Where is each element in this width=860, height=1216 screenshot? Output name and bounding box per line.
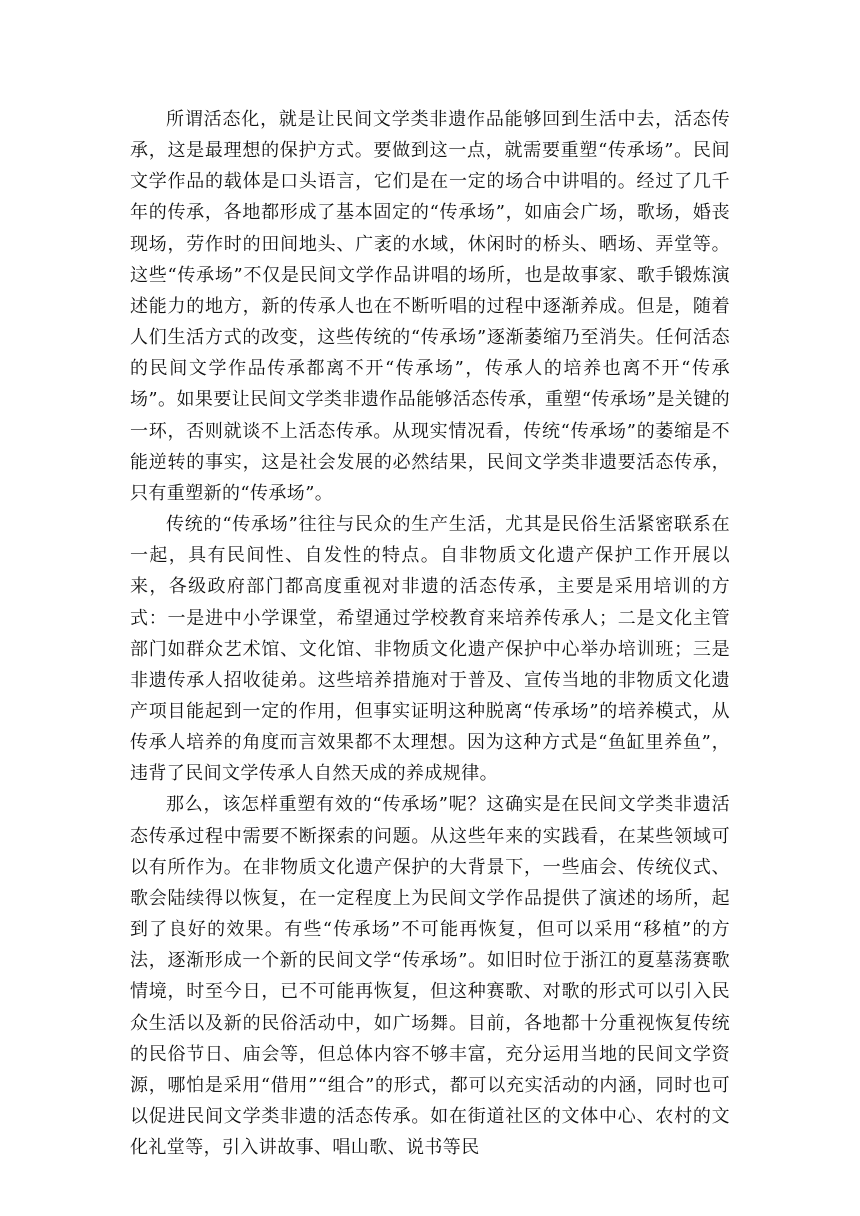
document-body <box>130 104 730 1163</box>
paragraph-3: 那么，该怎样重塑有效的“传承场”呢？这确实是在民间文学类非遗活态传承过程中需要不断探索的问题。从这些年来的实践看，在某些领域可以有所作为。在非物质文化遗产保护的大背景下，一些庙会、传统仪式、歌会陆续得以恢复，在一定程度上为民间文学作品提供了演述的场所，起到了良好的效果。有些“传承场”不可能再恢复，但可以采用“移植”的方法，逐渐形成一个新的民间文学“传承场”。如旧时位于浙江的夏墓荡赛歌情境，时至今日，已不可能再恢复，但这种赛歌、对歌的形式可以引入民众生活以及新的民俗活动中，如广场舞。目前，各地都十分重视恢复传统的民俗节日、庙会等，但总体内容不够丰富，充分运用当地的民间文学资源，哪怕是采用“借用”“组合”的形式，都可以充实活动的内涵，同时也可以促进民间文学类非遗的活态传承。如在街道社区的文体中心、农村的文化礼堂等，引入讲故事、唱山歌、说书等民 <box>130 794 730 1159</box>
paragraph-1: 所谓活态化，就是让民间文学类非遗作品能够回到生活中去，活态传承，这是最理想的保护方式。要做到这一点，就需要重塑“传承场”。民间文学作品的载体是口头语言，它们是在一定的场合中讲唱的。经过了几千年的传承，各地都形成了基本固定的“传承场”，如庙会广场，歌场，婚丧现场，劳作时的田间地头、广袤的水域，休闲时的桥头、晒场、弄堂等。这些“传承场”不仅是民间文学作品讲唱的场所，也是故事家、歌手锻炼演述能力的地方，新的传承人也在不断听唱的过程中逐渐养成。但是，随着人们生活方式的改变，这些传统的“传承场”逐渐萎缩乃至消失。任何活态的民间文学作品传承都离不开“传承场”，传承人的培养也离不开“传承场”。如果要让民间文学类非遗作品能够活态传承，重塑“传承场”是关键的一环，否则就谈不上活态传承。从现实情况看，传统“传承场”的萎缩是不能逆转的事实，这是社会发展的必然结果，民间文学类非遗要活态传承，只有重塑新的“传承场”。 <box>130 109 730 504</box>
paragraph-2: 传统的“传承场”往往与民众的生产生活，尤其是民俗生活紧密联系在一起，具有民间性、自发性的特点。自非物质文化遗产保护工作开展以来，各级政府部门都高度重视对非遗的活态传承，主要是采用培训的方式：一是进中小学课堂，希望通过学校教育来培养传承人；二是文化主管部门如群众艺术馆、文化馆、非物质文化遗产保护中心举办培训班；三是非遗传承人招收徒弟。这些培养措施对于普及、宣传当地的非物质文化遗产项目能起到一定的作用，但事实证明这种脱离“传承场”的培养模式，从传承人培养的角度而言效果都不太理想。因为这种方式是“鱼缸里养鱼”，违背了民间文学传承人自然天成的养成规律。 <box>130 514 730 785</box>
